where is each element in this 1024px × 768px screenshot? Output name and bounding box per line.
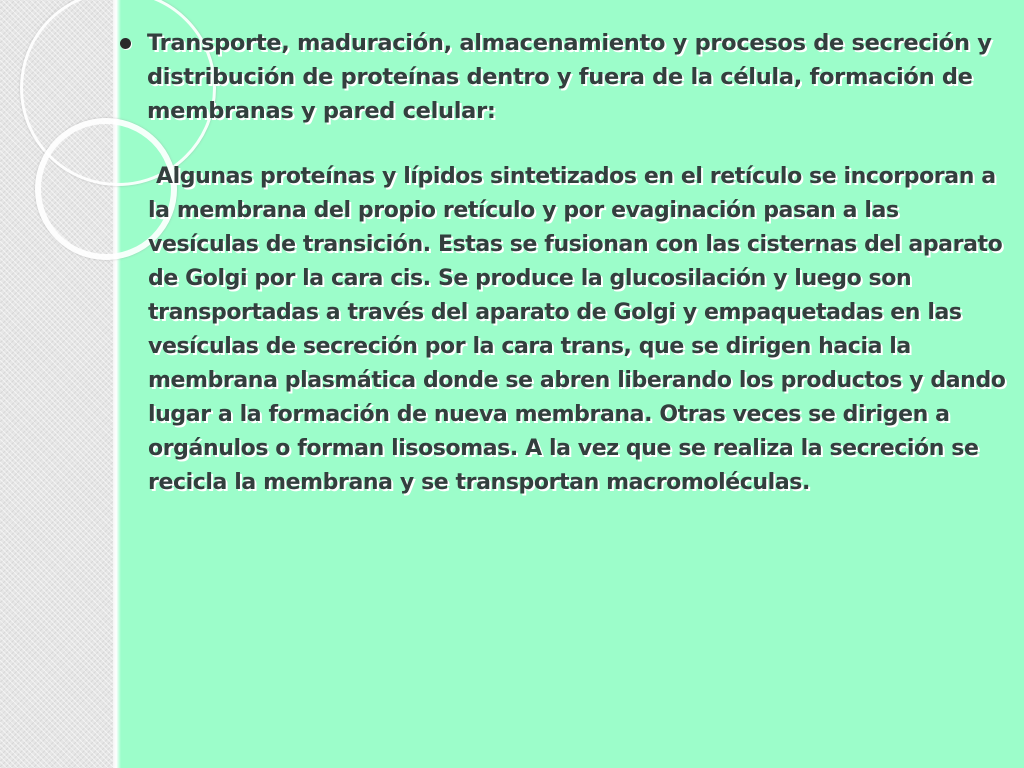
bullet-text: Transporte, maduración, almacenamiento y procesos de secreción y distribución de proteínas dentro y fuera de la célula, formación de membranas y pared celular:: [147, 30, 992, 124]
body-paragraph: [148, 160, 1014, 500]
body-paragraph-text: Algunas proteínas y lípidos sintetizados en el retículo se incorporan a la membrana del propio retículo y por evaginación pasan a las vesículas de transición. Estas se fusionan con las cisternas del aparato de Golgi por la cara cis. Se produce la glucosilación y luego son transportadas a través del aparato de Golgi y empaquetadas en las vesículas de secreción por la cara trans, que se dirigen hacia la membrana plasmática donde se abren liberando los productos y dando lugar a la formación de nueva membrana. Otras veces se dirigen a orgánulos o forman lisosomas. A la vez que se realiza la secreción se recicla la membrana y se transportan macromoléculas.: [148, 164, 1006, 495]
bullet-item: [118, 26, 1014, 128]
slide-content: [118, 26, 1014, 500]
bullet-dot-icon: [120, 38, 131, 49]
